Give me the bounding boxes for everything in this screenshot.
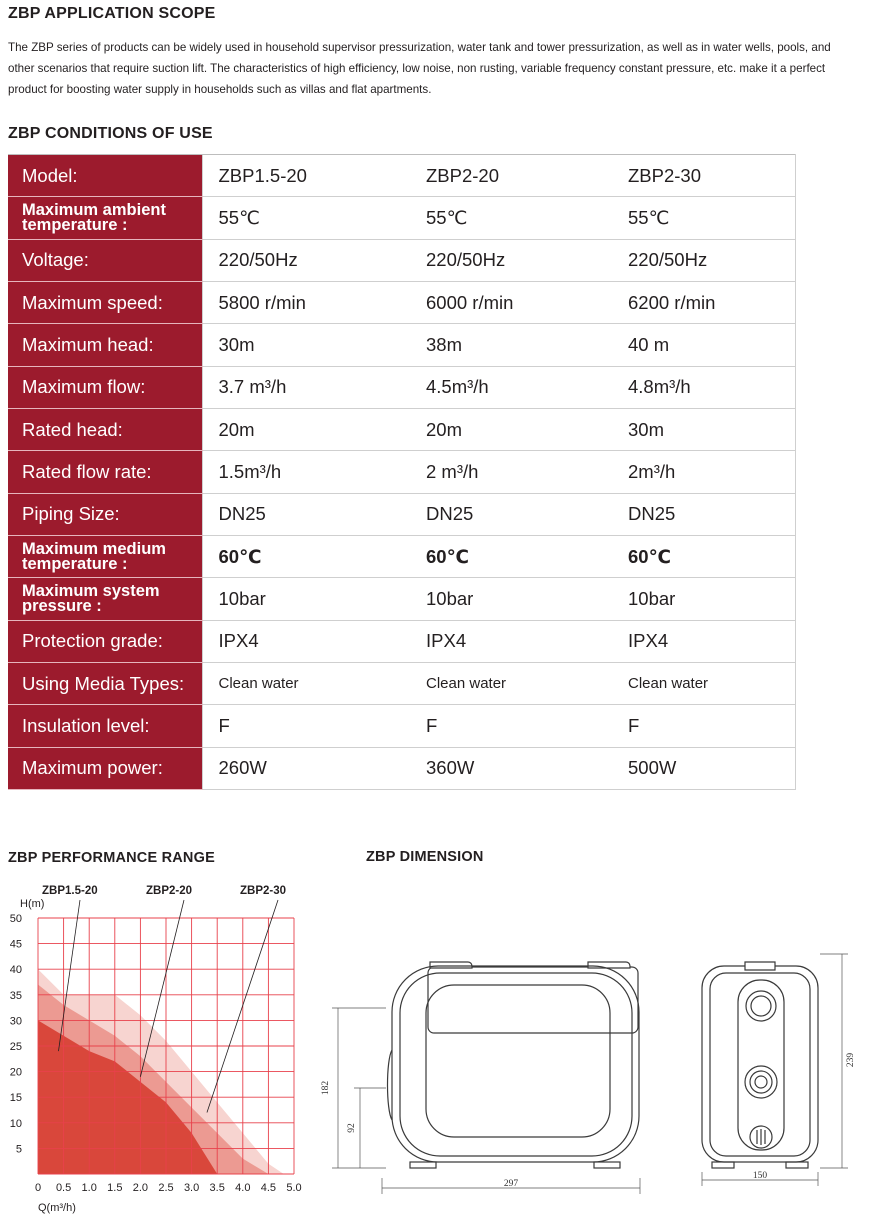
performance-range-title: ZBP PERFORMANCE RANGE xyxy=(8,850,215,866)
dim-width-label: 150 xyxy=(752,1171,768,1181)
spec-row xyxy=(8,197,796,239)
spec-row xyxy=(8,155,796,197)
spec-value: 500W xyxy=(602,747,796,789)
spec-value: F xyxy=(404,705,602,747)
x-tick-label: 4.5 xyxy=(260,1182,277,1194)
spec-value: Clean water xyxy=(202,662,404,704)
spec-value: 10bar xyxy=(404,578,602,620)
series-label: ZBP1.5-20 xyxy=(42,885,98,897)
spec-value: 10bar xyxy=(602,578,796,620)
spec-value: 55℃ xyxy=(202,197,404,239)
x-tick-label: 4.0 xyxy=(235,1182,251,1194)
spec-label: Maximum ambient temperature : xyxy=(8,197,202,239)
spec-label: Insulation level: xyxy=(8,705,202,747)
spec-value: 60℃ xyxy=(404,535,602,577)
spec-value: 360W xyxy=(404,747,602,789)
spec-value: 60℃ xyxy=(602,535,796,577)
spec-row xyxy=(8,662,796,704)
spec-value: 5800 r/min xyxy=(202,281,404,323)
spec-value: 4.8m³/h xyxy=(602,366,796,408)
x-tick-label: 1.5 xyxy=(107,1182,123,1194)
spec-label: Maximum power: xyxy=(8,747,202,789)
spec-label: Maximum system pressure : xyxy=(8,578,202,620)
conditions-table xyxy=(8,154,796,790)
spec-value: 4.5m³/h xyxy=(404,366,602,408)
pump-front-view xyxy=(388,962,640,1168)
spec-row xyxy=(8,747,796,789)
y-tick-label: 15 xyxy=(9,1092,22,1105)
spec-value: ZBP1.5-20 xyxy=(202,155,404,197)
spec-value: 30m xyxy=(202,324,404,366)
spec-row xyxy=(8,620,796,662)
y-tick-label: 35 xyxy=(9,989,22,1002)
x-axis-label: Q(m³/h) xyxy=(38,1202,76,1214)
x-tick-label: 5.0 xyxy=(286,1182,302,1194)
conditions-of-use-title: ZBP CONDITIONS OF USE xyxy=(8,125,213,142)
y-tick-label: 45 xyxy=(9,938,22,951)
x-tick-label: 1.0 xyxy=(81,1182,97,1194)
spec-row xyxy=(8,239,796,281)
y-tick-label: 40 xyxy=(9,964,22,977)
spec-value: 260W xyxy=(202,747,404,789)
spec-row xyxy=(8,705,796,747)
spec-value: F xyxy=(202,705,404,747)
spec-value: IPX4 xyxy=(404,620,602,662)
spec-label: Maximum head: xyxy=(8,324,202,366)
spec-value: Clean water xyxy=(602,662,796,704)
y-tick-label: 10 xyxy=(9,1117,22,1130)
dim-height-label: 182 xyxy=(321,1080,331,1096)
y-tick-label: 50 xyxy=(9,913,22,925)
spec-value: 6200 r/min xyxy=(602,281,796,323)
spec-row xyxy=(8,366,796,408)
spec-value: 30m xyxy=(602,408,796,450)
spec-value: ZBP2-20 xyxy=(404,155,602,197)
spec-label: Maximum medium temperature : xyxy=(8,535,202,577)
spec-label: Model: xyxy=(8,155,202,197)
spec-label: Protection grade: xyxy=(8,620,202,662)
spec-label: Using Media Types: xyxy=(8,662,202,704)
spec-value: 10bar xyxy=(202,578,404,620)
y-tick-label: 30 xyxy=(9,1015,22,1028)
spec-value: 2 m³/h xyxy=(404,451,602,493)
spec-label: Maximum speed: xyxy=(8,281,202,323)
spec-value: Clean water xyxy=(404,662,602,704)
spec-row xyxy=(8,324,796,366)
spec-row xyxy=(8,281,796,323)
spec-value: IPX4 xyxy=(602,620,796,662)
spec-value: 40 m xyxy=(602,324,796,366)
x-tick-label: 3.0 xyxy=(183,1182,200,1194)
spec-value: IPX4 xyxy=(202,620,404,662)
spec-value: 38m xyxy=(404,324,602,366)
spec-value: F xyxy=(602,705,796,747)
dimension-drawing xyxy=(320,940,865,1200)
spec-label: Piping Size: xyxy=(8,493,202,535)
x-tick-label: 2.5 xyxy=(158,1182,174,1194)
x-tick-label: 0.5 xyxy=(55,1182,72,1194)
y-tick-label: 20 xyxy=(9,1066,22,1079)
spec-value: 2m³/h xyxy=(602,451,796,493)
spec-value: 220/50Hz xyxy=(602,239,796,281)
pump-side-view xyxy=(702,962,818,1168)
x-tick-label: 0 xyxy=(34,1182,42,1194)
spec-value: 20m xyxy=(202,408,404,450)
spec-label: Rated flow rate: xyxy=(8,451,202,493)
y-axis-label: H(m) xyxy=(20,898,45,910)
x-tick-label: 2.0 xyxy=(132,1182,149,1194)
spec-row xyxy=(8,451,796,493)
series-label: ZBP2-20 xyxy=(146,885,193,897)
spec-value: DN25 xyxy=(404,493,602,535)
spec-value: 20m xyxy=(404,408,602,450)
spec-value: DN25 xyxy=(202,493,404,535)
spec-label: Voltage: xyxy=(8,239,202,281)
spec-value: 55℃ xyxy=(602,197,796,239)
x-tick-label: 3.5 xyxy=(209,1182,225,1194)
spec-row xyxy=(8,535,796,577)
dimension-title: ZBP DIMENSION xyxy=(366,849,484,865)
application-scope-text: The ZBP series of products can be widely used in household supervisor pressurization, water tank and tower pressurization, as well as in water wells, pools, and other scenarios that require suction lift. The characteristics of high efficiency, low noise, non rusting, variable frequency constant pressure, etc. make it a perfect product for boosting water supply in households such as villas and flat apartments. xyxy=(8,41,831,96)
spec-value: 60℃ xyxy=(202,535,404,577)
dim-inlet-height-label: 92 xyxy=(347,1123,357,1133)
spec-value: 220/50Hz xyxy=(202,239,404,281)
spec-value: 220/50Hz xyxy=(404,239,602,281)
series-label: ZBP2-30 xyxy=(240,885,287,897)
spec-row xyxy=(8,493,796,535)
spec-label: Maximum flow: xyxy=(8,366,202,408)
spec-value: DN25 xyxy=(602,493,796,535)
side-dimension-lines xyxy=(702,954,848,1186)
spec-value: 1.5m³/h xyxy=(202,451,404,493)
spec-label: Rated head: xyxy=(8,408,202,450)
spec-row xyxy=(8,408,796,450)
spec-value: ZBP2-30 xyxy=(602,155,796,197)
dim-length-label: 297 xyxy=(503,1179,519,1189)
performance-chart xyxy=(0,872,310,1226)
spec-value: 55℃ xyxy=(404,197,602,239)
dim-side-height-label: 239 xyxy=(846,1052,856,1068)
spec-value: 6000 r/min xyxy=(404,281,602,323)
y-tick-label: 5 xyxy=(15,1143,22,1156)
y-tick-label: 25 xyxy=(9,1041,22,1053)
spec-value: 3.7 m³/h xyxy=(202,366,404,408)
application-scope-title: ZBP APPLICATION SCOPE xyxy=(8,5,216,22)
spec-row xyxy=(8,578,796,620)
